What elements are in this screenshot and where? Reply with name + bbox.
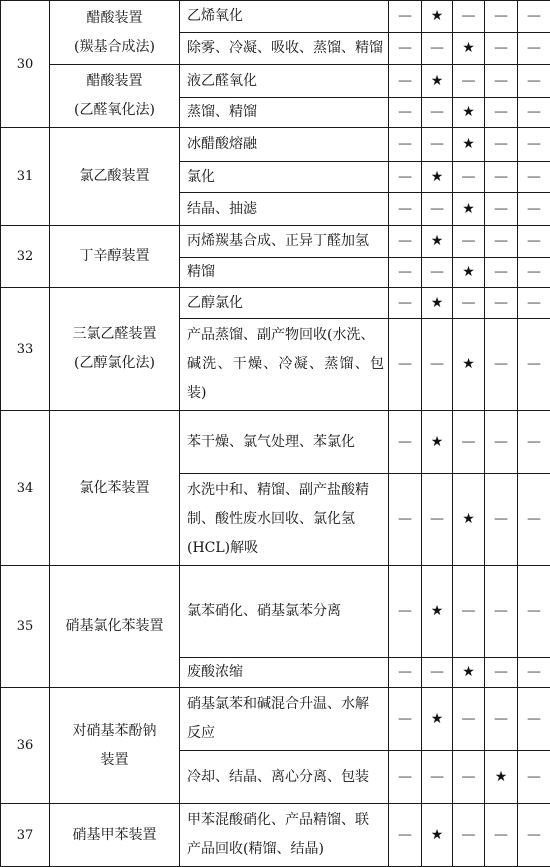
device-name-line: 醋酸装置 xyxy=(50,67,179,96)
device-name-line: (乙醇氯化法) xyxy=(50,349,179,378)
dash-mark-cell: — xyxy=(453,162,485,193)
device-name-line: 三氯乙醛装置 xyxy=(50,320,179,349)
process-line: 冷却、结晶、离心分离、包装 xyxy=(187,764,384,791)
dash-mark-cell: — xyxy=(518,319,550,411)
star-mark-cell: ★ xyxy=(453,33,485,65)
table-body xyxy=(1,1,550,867)
device-name-line: 硝基氯化苯装置 xyxy=(50,612,179,641)
table-row xyxy=(1,411,550,474)
dash-mark-cell: — xyxy=(389,751,422,804)
dash-mark-cell: — xyxy=(518,258,550,288)
dash-mark-cell: — xyxy=(485,319,518,411)
dash-mark-cell: — xyxy=(422,319,453,411)
process-line: 冰醋酸熔融 xyxy=(187,131,384,158)
item-number-cell: 37 xyxy=(1,804,50,867)
device-name-cell xyxy=(50,566,180,688)
dash-mark-cell: — xyxy=(389,411,422,474)
dash-mark-cell: — xyxy=(389,258,422,288)
process-cell xyxy=(180,751,389,804)
dash-mark-cell: — xyxy=(518,33,550,65)
dash-mark-cell: — xyxy=(389,98,422,128)
process-cell xyxy=(180,688,389,751)
dash-mark-cell: — xyxy=(485,193,518,226)
dash-mark-cell: — xyxy=(453,65,485,98)
process-line: 除雾、冷凝、吸收、蒸馏、精馏 xyxy=(187,35,384,62)
dash-mark-cell: — xyxy=(485,411,518,474)
process-cell xyxy=(180,319,389,411)
dash-mark-cell: — xyxy=(485,688,518,751)
process-cell xyxy=(180,33,389,65)
dash-mark-cell: — xyxy=(453,226,485,258)
process-cell xyxy=(180,658,389,688)
star-mark-cell: ★ xyxy=(422,288,453,319)
dash-mark-cell: — xyxy=(518,566,550,658)
dash-mark-cell: — xyxy=(453,804,485,867)
item-number-cell: 31 xyxy=(1,128,50,226)
process-cell xyxy=(180,128,389,162)
process-cell xyxy=(180,258,389,288)
process-line: 水洗中和、精馏、副产盐酸精 xyxy=(187,476,384,505)
process-cell xyxy=(180,162,389,193)
item-number-cell: 35 xyxy=(1,566,50,688)
dash-mark-cell: — xyxy=(518,804,550,867)
process-cell xyxy=(180,474,389,566)
device-name-line: (乙醛氧化法) xyxy=(50,96,179,125)
dash-mark-cell: — xyxy=(389,688,422,751)
process-line: 碱洗、干燥、冷凝、蒸馏、包装) xyxy=(187,350,384,408)
device-name-cell xyxy=(50,804,180,867)
dash-mark-cell: — xyxy=(422,128,453,162)
dash-mark-cell: — xyxy=(389,319,422,411)
dash-mark-cell: — xyxy=(389,33,422,65)
dash-mark-cell: — xyxy=(485,258,518,288)
device-name-cell xyxy=(50,1,180,65)
star-mark-cell: ★ xyxy=(453,98,485,128)
process-cell xyxy=(180,193,389,226)
dash-mark-cell: — xyxy=(389,65,422,98)
dash-mark-cell: — xyxy=(485,226,518,258)
process-line: 硝基氯苯和碱混合升温、水解 xyxy=(187,690,384,719)
dash-mark-cell: — xyxy=(422,658,453,688)
process-cell xyxy=(180,1,389,33)
dash-mark-cell: — xyxy=(422,751,453,804)
device-name-line: 对硝基苯酚钠 xyxy=(50,717,179,746)
star-mark-cell: ★ xyxy=(422,162,453,193)
device-name-cell xyxy=(50,688,180,804)
star-mark-cell: ★ xyxy=(453,319,485,411)
dash-mark-cell: — xyxy=(453,566,485,658)
table-row xyxy=(1,688,550,751)
star-mark-cell: ★ xyxy=(422,65,453,98)
table-row xyxy=(1,226,550,258)
dash-mark-cell: — xyxy=(453,751,485,804)
device-name-line: 装置 xyxy=(50,746,179,775)
device-name-line: 硝基甲苯装置 xyxy=(50,821,179,850)
dash-mark-cell: — xyxy=(389,566,422,658)
device-name-cell xyxy=(50,226,180,288)
process-line: 制、酸性废水回收、氯化氢 xyxy=(187,505,384,534)
dash-mark-cell: — xyxy=(485,65,518,98)
star-mark-cell: ★ xyxy=(453,193,485,226)
dash-mark-cell: — xyxy=(422,193,453,226)
process-line: 产品蒸馏、副产物回收(水洗、 xyxy=(187,321,384,350)
dash-mark-cell: — xyxy=(389,128,422,162)
process-line: (HCL)解吸 xyxy=(187,534,384,563)
dash-mark-cell: — xyxy=(453,411,485,474)
item-number-cell: 34 xyxy=(1,411,50,566)
dash-mark-cell: — xyxy=(485,474,518,566)
item-number-cell: 32 xyxy=(1,226,50,288)
dash-mark-cell: — xyxy=(485,804,518,867)
dash-mark-cell: — xyxy=(389,193,422,226)
process-line: 乙烯氧化 xyxy=(187,3,384,30)
dash-mark-cell: — xyxy=(422,33,453,65)
table-row xyxy=(1,1,550,33)
dash-mark-cell: — xyxy=(518,751,550,804)
star-mark-cell: ★ xyxy=(422,566,453,658)
process-cell xyxy=(180,288,389,319)
dash-mark-cell: — xyxy=(389,162,422,193)
device-name-cell xyxy=(50,65,180,128)
dash-mark-cell: — xyxy=(518,411,550,474)
device-name-line: (羰基合成法) xyxy=(50,33,179,62)
dash-mark-cell: — xyxy=(485,98,518,128)
dash-mark-cell: — xyxy=(485,162,518,193)
star-mark-cell: ★ xyxy=(485,751,518,804)
process-cell xyxy=(180,411,389,474)
dash-mark-cell: — xyxy=(422,474,453,566)
table-row xyxy=(1,65,550,98)
process-line: 氯化 xyxy=(187,164,384,191)
dash-mark-cell: — xyxy=(518,162,550,193)
dash-mark-cell: — xyxy=(485,128,518,162)
process-line: 结晶、抽滤 xyxy=(187,196,384,223)
device-name-cell xyxy=(50,288,180,411)
dash-mark-cell: — xyxy=(389,658,422,688)
dash-mark-cell: — xyxy=(518,128,550,162)
process-cell xyxy=(180,804,389,867)
dash-mark-cell: — xyxy=(518,1,550,33)
dash-mark-cell: — xyxy=(453,1,485,33)
star-mark-cell: ★ xyxy=(422,688,453,751)
device-name-line: 氯化苯装置 xyxy=(50,474,179,503)
process-cell xyxy=(180,98,389,128)
process-line: 废酸浓缩 xyxy=(187,659,384,686)
dash-mark-cell: — xyxy=(389,226,422,258)
dash-mark-cell: — xyxy=(389,288,422,319)
process-line: 苯干燥、氯气处理、苯氯化 xyxy=(187,429,384,456)
dash-mark-cell: — xyxy=(518,658,550,688)
table-row xyxy=(1,566,550,658)
star-mark-cell: ★ xyxy=(453,258,485,288)
star-mark-cell: ★ xyxy=(453,658,485,688)
process-line: 液乙醛氧化 xyxy=(187,68,384,95)
dash-mark-cell: — xyxy=(485,1,518,33)
table-row xyxy=(1,128,550,162)
star-mark-cell: ★ xyxy=(453,128,485,162)
star-mark-cell: ★ xyxy=(453,474,485,566)
process-line: 反应 xyxy=(187,719,384,748)
process-line: 精馏 xyxy=(187,259,384,286)
process-cell xyxy=(180,65,389,98)
dash-mark-cell: — xyxy=(389,804,422,867)
dash-mark-cell: — xyxy=(453,288,485,319)
process-line: 蒸馏、精馏 xyxy=(187,99,384,126)
dash-mark-cell: — xyxy=(485,33,518,65)
dash-mark-cell: — xyxy=(518,474,550,566)
dash-mark-cell: — xyxy=(518,98,550,128)
table-row xyxy=(1,288,550,319)
dash-mark-cell: — xyxy=(422,98,453,128)
device-name-cell xyxy=(50,128,180,226)
dash-mark-cell: — xyxy=(518,688,550,751)
dash-mark-cell: — xyxy=(422,258,453,288)
device-name-line: 醋酸装置 xyxy=(50,4,179,33)
dash-mark-cell: — xyxy=(485,566,518,658)
process-cell xyxy=(180,226,389,258)
process-line: 氯苯硝化、硝基氯苯分离 xyxy=(187,598,384,625)
dash-mark-cell: — xyxy=(453,688,485,751)
process-line: 乙醇氯化 xyxy=(187,290,384,317)
device-name-line: 丁辛醇装置 xyxy=(50,242,179,271)
star-mark-cell: ★ xyxy=(422,804,453,867)
dash-mark-cell: — xyxy=(485,288,518,319)
process-line: 甲苯混酸硝化、产品精馏、联 xyxy=(187,806,384,835)
item-number-cell: 36 xyxy=(1,688,50,804)
item-number-cell: 33 xyxy=(1,288,50,411)
device-name-cell xyxy=(50,411,180,566)
dash-mark-cell: — xyxy=(518,288,550,319)
star-mark-cell: ★ xyxy=(422,1,453,33)
process-line: 产品回收(精馏、结晶) xyxy=(187,835,384,864)
dash-mark-cell: — xyxy=(518,226,550,258)
star-mark-cell: ★ xyxy=(422,226,453,258)
process-cell xyxy=(180,566,389,658)
table-row xyxy=(1,804,550,867)
dash-mark-cell: — xyxy=(518,193,550,226)
item-number-cell: 30 xyxy=(1,1,50,128)
dash-mark-cell: — xyxy=(485,658,518,688)
device-name-line: 氯乙酸装置 xyxy=(50,162,179,191)
dash-mark-cell: — xyxy=(389,1,422,33)
star-mark-cell: ★ xyxy=(422,411,453,474)
dash-mark-cell: — xyxy=(518,65,550,98)
process-line: 丙烯羰基合成、正异丁醛加氢 xyxy=(187,228,384,255)
dash-mark-cell: — xyxy=(389,474,422,566)
